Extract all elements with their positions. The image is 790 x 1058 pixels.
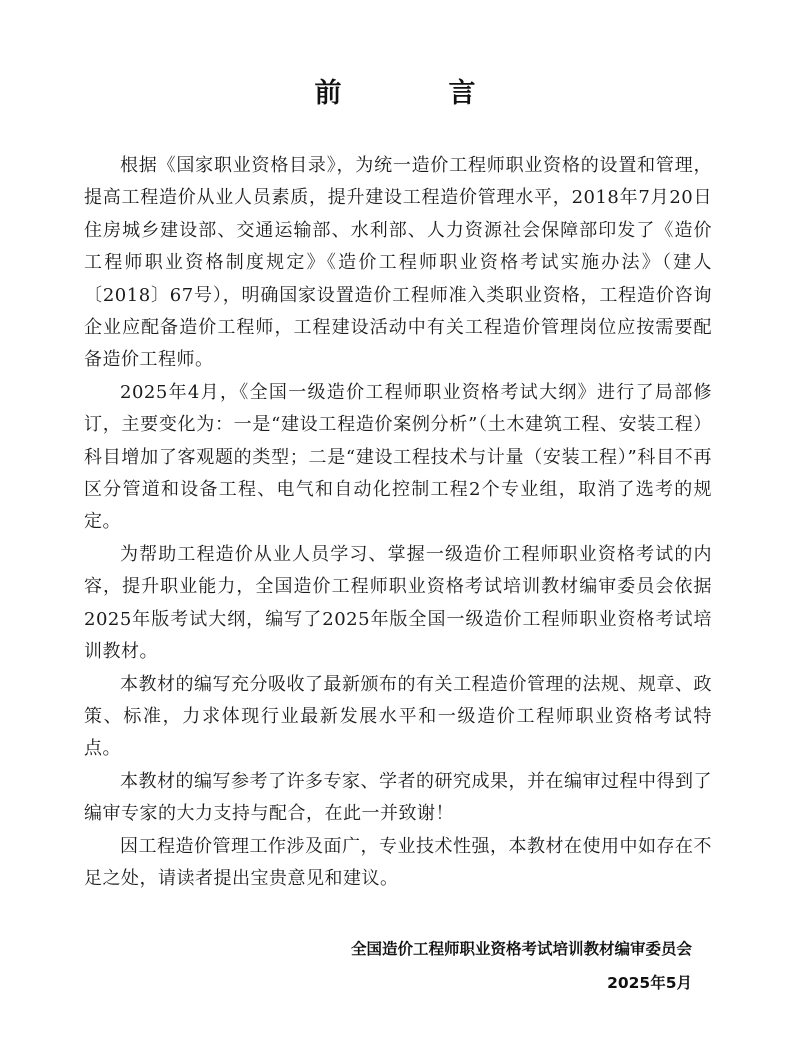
paragraph-1: 根据《国家职业资格目录》，为统一造价工程师职业资格的设置和管理，提高工程造价从业人员素质，提升建设工程造价管理水平，2018年7月20日住房城乡建设部、交通运输部、水利部、人力资源社会保障部印发了《造价工程师职业资格制度规定》《造价工程师职业资格考试实施办法》（建人〔2018〕67号），明确国家设置造价工程师准入类职业资格，工程造价咨询企业应配备造价工程师，工程建设活动中有关工程造价管理岗位应按需要配备造价工程师。 xyxy=(84,155,712,371)
signature-organization: 全国造价工程师职业资格考试培训教材编审委员会 xyxy=(350,940,692,958)
paragraph-6: 因工程造价管理工作涉及面广，专业技术性强，本教材在使用中如存在不足之处，请读者提出宝贵意见和建议。 xyxy=(84,835,712,889)
paragraph-3: 为帮助工程造价从业人员学习、掌握一级造价工程师职业资格考试的内容，提升职业能力，全国造价工程师职业资格考试培训教材编审委员会依据2025年版考试大纲，编写了2025年版全国一级造价工程师职业资格考试培训教材。 xyxy=(84,543,712,663)
page-title: 前 言 xyxy=(314,78,516,109)
signature-block xyxy=(351,932,692,1000)
paragraph-4: 本教材的编写充分吸收了最新颁布的有关工程造价管理的法规、规章、政策、标准，力求体现行业最新发展水平和一级造价工程师职业资格考试特点。 xyxy=(84,673,712,760)
paragraph-5: 本教材的编写参考了许多专家、学者的研究成果，并在编审过程中得到了编审专家的大力支持与配合，在此一并致谢！ xyxy=(84,770,712,825)
paragraph-2: 2025年4月，《全国一级造价工程师职业资格考试大纲》进行了局部修订，主要变化为：一是“建设工程造价案例分析”（土木建筑工程、安装工程）科目增加了客观题的类型；二是“建设工程技术与计量（安装工程）”科目不再区分管道和设备工程、电气和自动化控制工程2个专业组，取消了选考的规定。 xyxy=(84,381,712,533)
body-text xyxy=(84,150,712,895)
signature-date: 2025年5月 xyxy=(607,974,692,992)
